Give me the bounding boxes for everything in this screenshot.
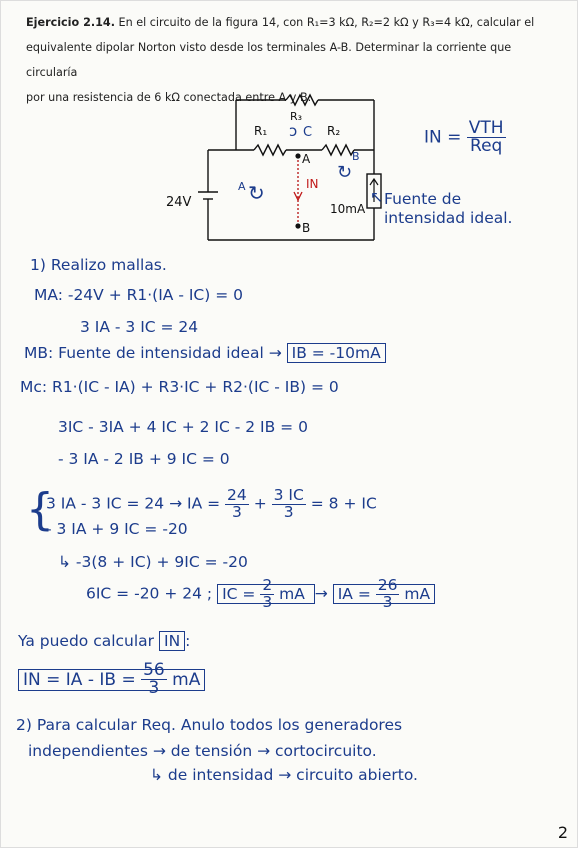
- formula-denominator: Req: [470, 136, 503, 156]
- statement-line-2: equivalente dipolar Norton visto desde los terminales A-B. Determinar la corriente que circularía: [26, 41, 512, 79]
- mesh-c-label: C: [303, 125, 313, 140]
- statement-line-3: por una resistencia de 6 kΩ conectada entre A y B.: [26, 91, 312, 104]
- step-2-heading: 2) Para calcular Req. Anulo todos los generadores: [16, 716, 403, 734]
- frac-den: 3: [231, 502, 242, 521]
- annotation-line-2: intensidad ideal.: [384, 209, 513, 227]
- frac-den: 3: [382, 592, 393, 611]
- ia-unit: mA: [404, 584, 431, 603]
- solution-text: 6IC = -20 + 24 ;: [86, 584, 213, 603]
- mesh-c-expanded: 3IC - 3IA + 4 IC + 2 IC - 2 IB = 0: [58, 418, 308, 436]
- mesh-a-simplified: 3 IA - 3 IC = 24: [80, 318, 199, 336]
- fraction-3ic-3: [272, 488, 306, 520]
- plus-sign: +: [253, 494, 267, 513]
- system-brace-icon: {: [26, 484, 54, 535]
- calc-text: Ya puedo calcular: [18, 632, 155, 650]
- frac-num: 26: [377, 576, 398, 594]
- frac-num: 2: [262, 576, 273, 594]
- frac-den: 3: [283, 502, 294, 521]
- calc-in-line: [18, 632, 190, 650]
- in-unit: mA: [172, 669, 201, 690]
- system-eq1-end: = 8 + IC: [310, 494, 377, 513]
- mesh-b-equation: [24, 344, 386, 362]
- frac-num: 24: [227, 486, 247, 504]
- arrow-icon: →: [314, 584, 328, 603]
- ia-prefix: IA =: [337, 584, 371, 603]
- fraction-24-3: [225, 488, 249, 520]
- ia-fraction: [376, 578, 400, 610]
- in-fraction: [141, 662, 167, 697]
- mesh-a-arrow-icon: ↻: [248, 181, 265, 205]
- in-result: [18, 662, 205, 697]
- mesh-b-label: B: [352, 150, 360, 163]
- statement-line-1: En el circuito de la figura 14, con R₁=3 kΩ, R₂=2 kΩ y R₃=4 kΩ, calcular el: [118, 16, 535, 29]
- formula-numerator: VTH: [468, 118, 504, 138]
- node-a-label: A: [302, 152, 311, 166]
- formula-fraction: [467, 120, 506, 155]
- node-b-label: B: [302, 221, 311, 235]
- ic-prefix: IC =: [222, 584, 256, 603]
- in-result-box: [18, 660, 205, 698]
- mesh-c-equation: Mc: R1·(IC - IA) + R3·IC + R2·(IC - IB) = 0: [20, 378, 339, 396]
- mesh-b-text: MB: Fuente de intensidad ideal →: [24, 344, 282, 362]
- annotation-arrow-icon: ↖: [370, 188, 383, 206]
- mesh-c-arrow-icon: ↄ: [289, 122, 298, 140]
- system-equation-1: [46, 488, 377, 520]
- frac-num: 3 IC: [273, 486, 304, 504]
- source-annotation: [370, 188, 513, 228]
- frac-den: 3: [148, 678, 160, 698]
- mesh-a-equation: MA: -24V + R1·(IA - IC) = 0: [34, 286, 243, 304]
- annotation-line-1: Fuente de: [384, 190, 462, 208]
- step-1-heading: 1) Realizo mallas.: [30, 256, 167, 274]
- system-equation-2: - 3 IA + 9 IC = -20: [46, 520, 188, 538]
- solution-line: [86, 578, 435, 610]
- in-box: IN: [159, 631, 185, 651]
- r2-label: R₂: [327, 124, 341, 138]
- frac-num: 56: [143, 660, 165, 680]
- frac-den: 3: [262, 592, 273, 611]
- current-source-label: 10mA: [330, 202, 366, 216]
- substitution-line: ↳ -3(8 + IC) + 9IC = -20: [58, 553, 248, 571]
- mesh-a-label: A: [238, 180, 246, 193]
- in-prefix: IN = IA - IB =: [23, 669, 136, 690]
- ic-fraction: [260, 578, 274, 610]
- formula-lhs: IN =: [424, 127, 462, 148]
- mesh-c-simplified: - 3 IA - 2 IB + 9 IC = 0: [58, 450, 230, 468]
- exercise-number: Ejercicio 2.14.: [26, 16, 115, 29]
- ic-unit: mA: [279, 584, 305, 603]
- norton-current-label: IN: [306, 177, 319, 191]
- ia-result-box: [333, 576, 435, 611]
- r1-label: R₁: [254, 124, 268, 138]
- ic-result-box: [217, 576, 315, 611]
- page-number: 2: [557, 823, 568, 842]
- calc-colon: :: [185, 632, 191, 650]
- norton-formula: [424, 120, 506, 155]
- step-2-line-3: ↳ de intensidad → circuito abierto.: [150, 766, 418, 784]
- voltage-source-label: 24V: [166, 195, 192, 210]
- r3-label: R₃: [290, 110, 303, 123]
- mesh-b-arrow-icon: ↻: [337, 162, 353, 183]
- ib-result-box: IB = -10mA: [287, 343, 386, 363]
- step-2-line-2: independientes → de tensión → cortocircuito.: [28, 742, 377, 760]
- system-eq1-text: 3 IA - 3 IC = 24 → IA =: [46, 494, 221, 513]
